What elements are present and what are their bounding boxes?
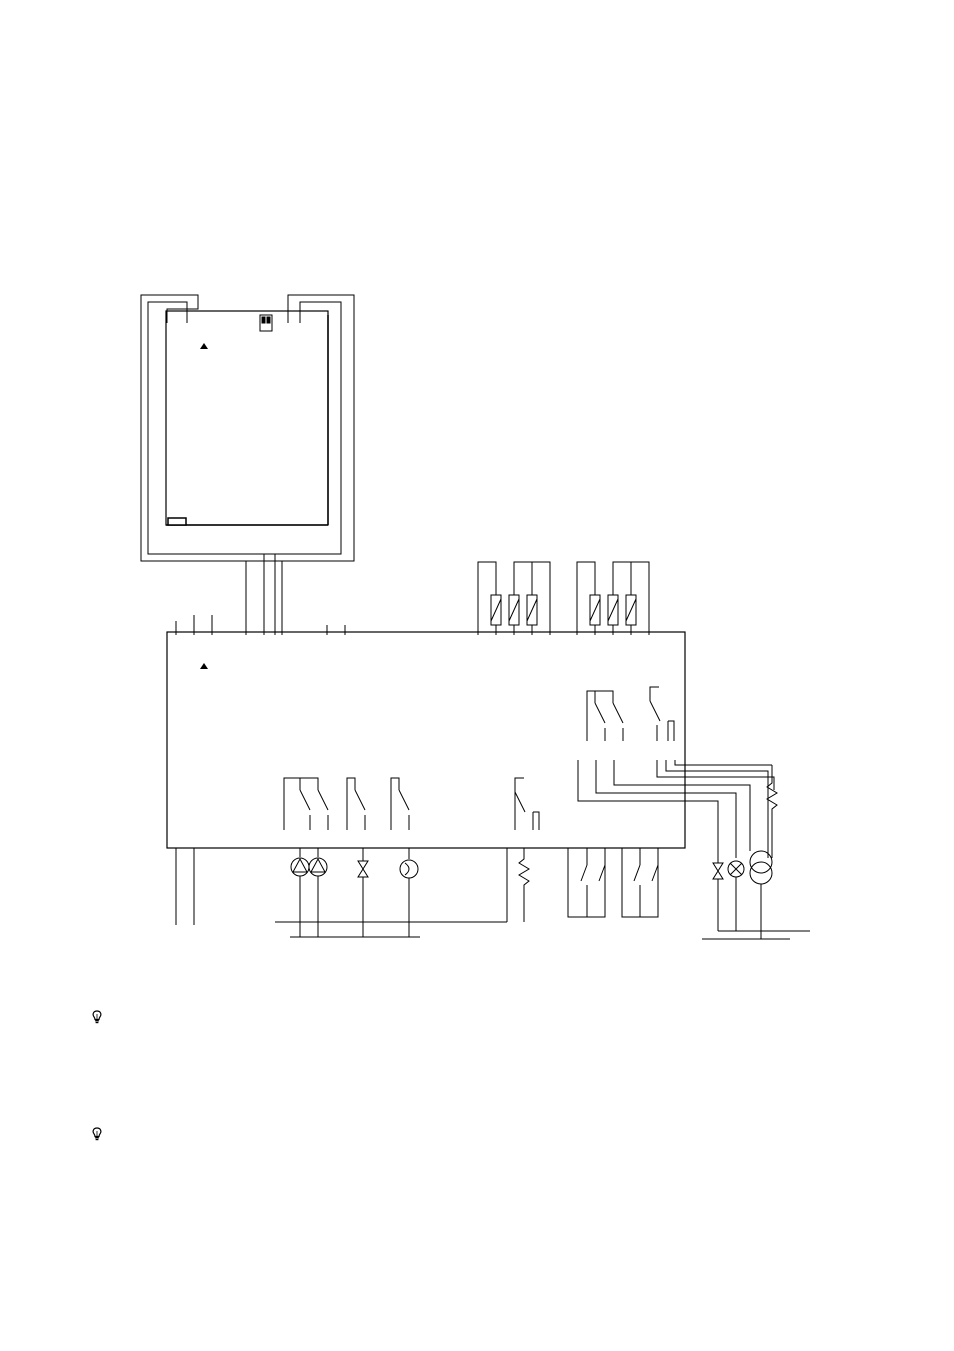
evco-logo-cm — [200, 663, 208, 669]
evco-logo-ui — [200, 343, 208, 349]
user-interface-module — [141, 295, 354, 635]
relays-lower — [284, 778, 539, 830]
usb-port-icon — [168, 518, 186, 525]
lightbulb-icon — [91, 1010, 103, 1028]
wiring-diagram — [130, 285, 830, 950]
evdfan-port — [327, 625, 345, 635]
chapter-heading — [91, 92, 182, 125]
room-probes — [577, 562, 649, 635]
relays-k8-k7-k6 — [578, 687, 777, 858]
bottom-loads — [176, 848, 810, 939]
section-heading — [91, 143, 182, 169]
lightbulb-icon — [91, 1127, 103, 1145]
needle-probes — [478, 562, 550, 635]
control-module — [167, 632, 685, 848]
